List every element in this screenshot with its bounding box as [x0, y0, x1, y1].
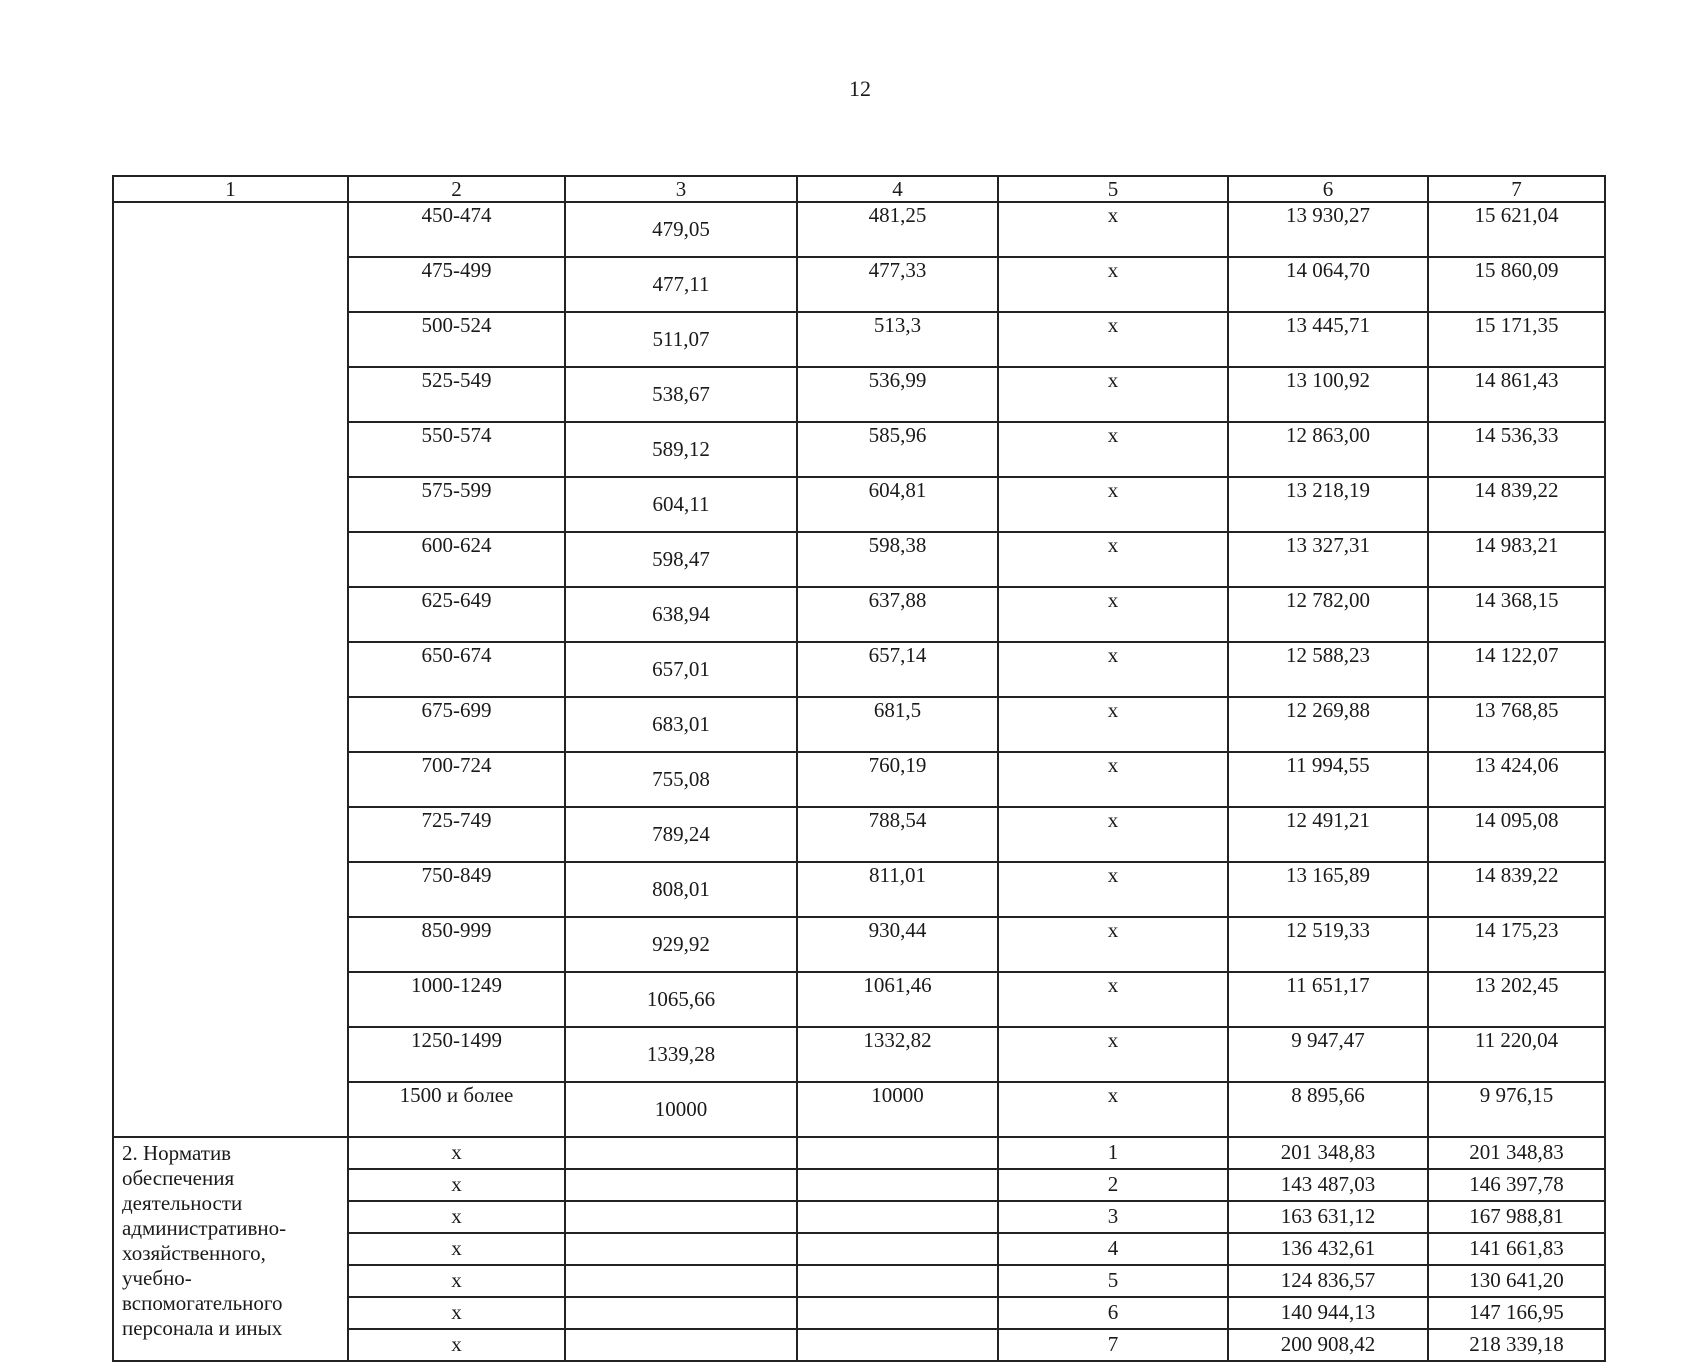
col5-cell: x: [998, 642, 1228, 697]
col6-cell: 12 491,21: [1228, 807, 1428, 862]
col6-cell: 9 947,47: [1228, 1027, 1428, 1082]
section2-c7-cell: 167 988,81: [1428, 1201, 1605, 1233]
section2-c3-cell: [565, 1233, 797, 1265]
col6-cell: 13 218,19: [1228, 477, 1428, 532]
section2-c7-cell: 130 641,20: [1428, 1265, 1605, 1297]
col7-cell: 14 095,08: [1428, 807, 1605, 862]
range-cell: 750-849: [348, 862, 565, 917]
section2-c7-cell: 201 348,83: [1428, 1137, 1605, 1169]
range-cell: 550-574: [348, 422, 565, 477]
header-cell: 4: [797, 176, 998, 202]
col3-cell: 789,24: [565, 807, 797, 862]
header-cell: 2: [348, 176, 565, 202]
range-cell: 1000-1249: [348, 972, 565, 1027]
col4-cell: 598,38: [797, 532, 998, 587]
section2-c2-cell: x: [348, 1233, 565, 1265]
col5-cell: x: [998, 477, 1228, 532]
section2-c6-cell: 124 836,57: [1228, 1265, 1428, 1297]
section2-c4-cell: [797, 1137, 998, 1169]
section2-c6-cell: 143 487,03: [1228, 1169, 1428, 1201]
col3-cell: 598,47: [565, 532, 797, 587]
col6-cell: 8 895,66: [1228, 1082, 1428, 1137]
section2-c7-cell: 218 339,18: [1428, 1329, 1605, 1361]
section2-c2-cell: x: [348, 1265, 565, 1297]
col5-cell: x: [998, 1027, 1228, 1082]
col6-cell: 13 327,31: [1228, 532, 1428, 587]
col3-cell: 808,01: [565, 862, 797, 917]
section2-c2-cell: x: [348, 1201, 565, 1233]
col3-cell: 589,12: [565, 422, 797, 477]
col4-cell: 604,81: [797, 477, 998, 532]
table-row: [113, 202, 1605, 257]
section2-c5-cell: 3: [998, 1201, 1228, 1233]
col5-cell: x: [998, 312, 1228, 367]
col6-cell: 13 930,27: [1228, 202, 1428, 257]
col3-cell: 604,11: [565, 477, 797, 532]
col7-cell: 14 861,43: [1428, 367, 1605, 422]
section2-c6-cell: 140 944,13: [1228, 1297, 1428, 1329]
section2-c2-cell: x: [348, 1137, 565, 1169]
section2-c4-cell: [797, 1265, 998, 1297]
range-cell: 650-674: [348, 642, 565, 697]
section2-c5-cell: 7: [998, 1329, 1228, 1361]
col5-cell: x: [998, 917, 1228, 972]
col7-cell: 14 536,33: [1428, 422, 1605, 477]
range-cell: 450-474: [348, 202, 565, 257]
col3-cell: 1339,28: [565, 1027, 797, 1082]
table-row: [113, 1137, 1605, 1169]
header-cell: 1: [113, 176, 348, 202]
col4-cell: 637,88: [797, 587, 998, 642]
col4-cell: 1061,46: [797, 972, 998, 1027]
section2-c4-cell: [797, 1297, 998, 1329]
table-body: [113, 176, 1605, 1361]
section2-c5-cell: 1: [998, 1137, 1228, 1169]
col7-cell: 13 202,45: [1428, 972, 1605, 1027]
section2-c6-cell: 200 908,42: [1228, 1329, 1428, 1361]
header-cell: 7: [1428, 176, 1605, 202]
col5-cell: x: [998, 752, 1228, 807]
section2-c3-cell: [565, 1201, 797, 1233]
section2-c4-cell: [797, 1169, 998, 1201]
section2-c3-cell: [565, 1297, 797, 1329]
col5-cell: x: [998, 422, 1228, 477]
range-cell: 600-624: [348, 532, 565, 587]
section2-c2-cell: x: [348, 1297, 565, 1329]
col6-cell: 12 269,88: [1228, 697, 1428, 752]
col3-cell: 683,01: [565, 697, 797, 752]
col5-cell: x: [998, 257, 1228, 312]
col6-cell: 12 588,23: [1228, 642, 1428, 697]
header-row: [113, 176, 1605, 202]
col7-cell: 15 621,04: [1428, 202, 1605, 257]
col7-cell: 14 839,22: [1428, 477, 1605, 532]
range-cell: 725-749: [348, 807, 565, 862]
header-cell: 5: [998, 176, 1228, 202]
section2-c3-cell: [565, 1169, 797, 1201]
header-cell: 3: [565, 176, 797, 202]
col4-cell: 811,01: [797, 862, 998, 917]
normative-table: [112, 175, 1606, 1362]
col6-cell: 11 994,55: [1228, 752, 1428, 807]
header-cell: 6: [1228, 176, 1428, 202]
col6-cell: 12 863,00: [1228, 422, 1428, 477]
range-cell: 575-599: [348, 477, 565, 532]
section2-label: 2. Норматив обеспечения деятельности административно-хозяйственного, учебно-вспомогательного персонала и иных: [113, 1137, 348, 1361]
col3-cell: 538,67: [565, 367, 797, 422]
col5-cell: x: [998, 697, 1228, 752]
section2-c6-cell: 136 432,61: [1228, 1233, 1428, 1265]
col4-cell: 788,54: [797, 807, 998, 862]
section2-c6-cell: 201 348,83: [1228, 1137, 1428, 1169]
col3-cell: 755,08: [565, 752, 797, 807]
col4-cell: 681,5: [797, 697, 998, 752]
col4-cell: 481,25: [797, 202, 998, 257]
col5-cell: x: [998, 862, 1228, 917]
col7-cell: 13 768,85: [1428, 697, 1605, 752]
page-number: 12: [849, 76, 871, 101]
col7-cell: 13 424,06: [1428, 752, 1605, 807]
col7-cell: 14 175,23: [1428, 917, 1605, 972]
col4-cell: 10000: [797, 1082, 998, 1137]
range-cell: 500-524: [348, 312, 565, 367]
col3-cell: 657,01: [565, 642, 797, 697]
col3-cell: 477,11: [565, 257, 797, 312]
col3-cell: 1065,66: [565, 972, 797, 1027]
section2-c2-cell: x: [348, 1329, 565, 1361]
section2-c7-cell: 141 661,83: [1428, 1233, 1605, 1265]
range-cell: 700-724: [348, 752, 565, 807]
section2-c5-cell: 6: [998, 1297, 1228, 1329]
col5-cell: x: [998, 972, 1228, 1027]
col3-cell: 638,94: [565, 587, 797, 642]
range-cell: 475-499: [348, 257, 565, 312]
col6-cell: 11 651,17: [1228, 972, 1428, 1027]
col5-cell: x: [998, 532, 1228, 587]
col5-cell: x: [998, 587, 1228, 642]
col4-cell: 760,19: [797, 752, 998, 807]
col7-cell: 15 860,09: [1428, 257, 1605, 312]
col4-cell: 513,3: [797, 312, 998, 367]
section2-c4-cell: [797, 1329, 998, 1361]
col7-cell: 14 368,15: [1428, 587, 1605, 642]
col4-cell: 657,14: [797, 642, 998, 697]
col6-cell: 13 445,71: [1228, 312, 1428, 367]
col7-cell: 11 220,04: [1428, 1027, 1605, 1082]
col7-cell: 15 171,35: [1428, 312, 1605, 367]
section2-c5-cell: 4: [998, 1233, 1228, 1265]
section2-c4-cell: [797, 1201, 998, 1233]
range-cell: 1250-1499: [348, 1027, 565, 1082]
col3-cell: 10000: [565, 1082, 797, 1137]
col4-cell: 477,33: [797, 257, 998, 312]
section2-c7-cell: 146 397,78: [1428, 1169, 1605, 1201]
col3-cell: 929,92: [565, 917, 797, 972]
col3-cell: 511,07: [565, 312, 797, 367]
section2-c2-cell: x: [348, 1169, 565, 1201]
col6-cell: 13 100,92: [1228, 367, 1428, 422]
col5-cell: x: [998, 807, 1228, 862]
col6-cell: 14 064,70: [1228, 257, 1428, 312]
col6-cell: 13 165,89: [1228, 862, 1428, 917]
range-cell: 1500 и более: [348, 1082, 565, 1137]
section2-c3-cell: [565, 1137, 797, 1169]
col4-cell: 1332,82: [797, 1027, 998, 1082]
section1-label-cell: [113, 202, 348, 1137]
range-cell: 625-649: [348, 587, 565, 642]
range-cell: 525-549: [348, 367, 565, 422]
section2-c7-cell: 147 166,95: [1428, 1297, 1605, 1329]
col7-cell: 14 983,21: [1428, 532, 1605, 587]
range-cell: 675-699: [348, 697, 565, 752]
section2-c6-cell: 163 631,12: [1228, 1201, 1428, 1233]
col5-cell: x: [998, 1082, 1228, 1137]
col4-cell: 930,44: [797, 917, 998, 972]
col6-cell: 12 782,00: [1228, 587, 1428, 642]
col7-cell: 14 839,22: [1428, 862, 1605, 917]
col7-cell: 9 976,15: [1428, 1082, 1605, 1137]
section2-c5-cell: 2: [998, 1169, 1228, 1201]
section2-c4-cell: [797, 1233, 998, 1265]
range-cell: 850-999: [348, 917, 565, 972]
col5-cell: x: [998, 367, 1228, 422]
col5-cell: x: [998, 202, 1228, 257]
section2-c5-cell: 5: [998, 1265, 1228, 1297]
section2-c3-cell: [565, 1265, 797, 1297]
section2-c3-cell: [565, 1329, 797, 1361]
col3-cell: 479,05: [565, 202, 797, 257]
col6-cell: 12 519,33: [1228, 917, 1428, 972]
col4-cell: 585,96: [797, 422, 998, 477]
col4-cell: 536,99: [797, 367, 998, 422]
col7-cell: 14 122,07: [1428, 642, 1605, 697]
